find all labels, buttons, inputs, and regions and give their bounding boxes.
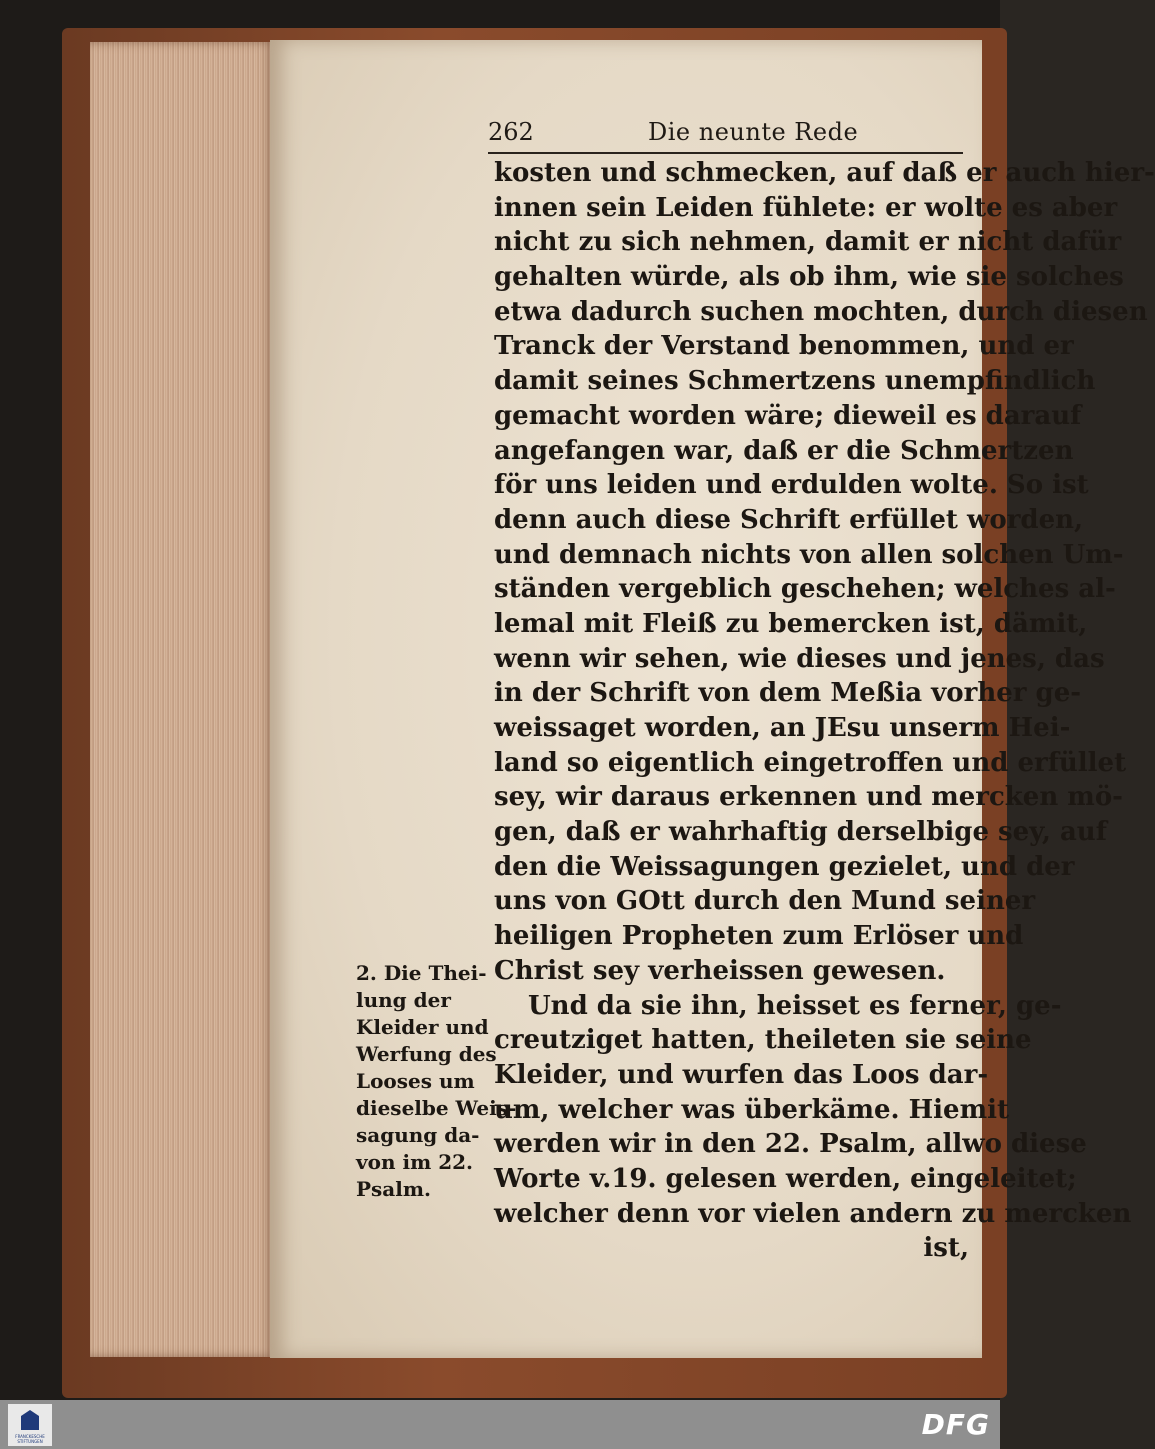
header-rule: [488, 152, 963, 154]
text-line: innen sein Leiden fühlete: er wolte es aber: [494, 192, 1118, 223]
text-line: lemal mit Fleiß zu bemercken ist, dämit,: [494, 608, 1088, 639]
margin-note-line: Werfung des: [356, 1042, 497, 1066]
text-line: kosten und schmecken, auf daß er auch hier-: [494, 158, 1155, 188]
text-line: Kleider, und wurfen das Loos dar-: [494, 1059, 989, 1090]
text-line: sey, wir daraus erkennen und mercken mö-: [494, 782, 1123, 813]
viewer-footer-bar: [0, 1400, 1000, 1449]
text-line: ist,: [923, 1233, 969, 1264]
text-line: för uns leiden und erdulden wolte. So ist: [494, 470, 1089, 501]
logo-text: FRANCKESCHE STIFTUNGEN: [15, 1434, 45, 1444]
text-line: gemacht worden wäre; dieweil es darauf: [494, 400, 1082, 431]
text-line: etwa dadurch suchen mochten, durch diesen: [494, 296, 1148, 327]
body-text: [494, 156, 1155, 1266]
text-line: welcher denn vor vielen andern zu mercken: [494, 1198, 1132, 1229]
text-line: nicht zu sich nehmen, damit er nicht dafür: [494, 227, 1122, 258]
text-line: denn auch diese Schrift erfüllet worden,: [494, 504, 1084, 535]
text-line: damit seines Schmertzens unempfindlich: [494, 366, 1096, 397]
text-line: ständen vergeblich geschehen; welches al-: [494, 574, 1116, 605]
text-line: creutziget hatten, theileten sie seine: [494, 1025, 1032, 1056]
text-line: Und da sie ihn, heisset es ferner, ge-: [528, 990, 1062, 1021]
page-block-edges: [90, 42, 275, 1357]
page-number: 262: [488, 118, 534, 146]
page-header: [488, 112, 963, 152]
margin-note-line: Looses um: [356, 1069, 475, 1093]
text-line: Tranck der Verstand benommen, und er: [494, 331, 1074, 362]
margin-note: [356, 960, 517, 1203]
margin-note-line: dieselbe Weis-: [356, 1096, 517, 1120]
margin-note-line: sagung da-: [356, 1123, 480, 1147]
text-line: gen, daß er wahrhaftig derselbige sey, auf: [494, 817, 1107, 848]
text-line: Worte v.19. gelesen werden, eingeleitet;: [494, 1163, 1077, 1194]
dfg-logo[interactable]: DFG: [921, 1408, 990, 1441]
margin-note-line: lung der: [356, 988, 451, 1012]
margin-note-line: Kleider und: [356, 1015, 489, 1039]
text-line: um, welcher was überkäme. Hiemit: [494, 1094, 1009, 1125]
building-icon: [21, 1410, 39, 1430]
text-line: den die Weissagungen gezielet, und der: [494, 851, 1075, 882]
text-line: gehalten würde, als ob ihm, wie sie solches: [494, 262, 1124, 293]
text-line: Christ sey verheissen gewesen.: [494, 955, 946, 986]
margin-note-line: von im 22.: [356, 1150, 473, 1174]
text-line: weissaget worden, an JEsu unserm Hei-: [494, 713, 1071, 743]
running-head: Die neunte Rede: [648, 118, 859, 146]
margin-note-line: Psalm.: [356, 1177, 431, 1201]
text-line: und demnach nichts von allen solchen Um-: [494, 539, 1124, 570]
text-line: wenn wir sehen, wie dieses und jenes, das: [494, 643, 1105, 674]
text-line: angefangen war, daß er die Schmertzen: [494, 435, 1074, 466]
margin-note-line: 2. Die Thei-: [356, 961, 487, 985]
text-line: uns von GOtt durch den Mund seiner: [494, 886, 1036, 917]
francke-foundations-logo[interactable]: [8, 1404, 52, 1446]
text-line: heiligen Propheten zum Erlöser und: [494, 921, 1024, 952]
text-line: land so eigentlich eingetroffen und erfüllet: [494, 747, 1127, 778]
text-line: in der Schrift von dem Meßia vorher ge-: [494, 678, 1082, 709]
text-line: werden wir in den 22. Psalm, allwo diese: [494, 1129, 1087, 1160]
